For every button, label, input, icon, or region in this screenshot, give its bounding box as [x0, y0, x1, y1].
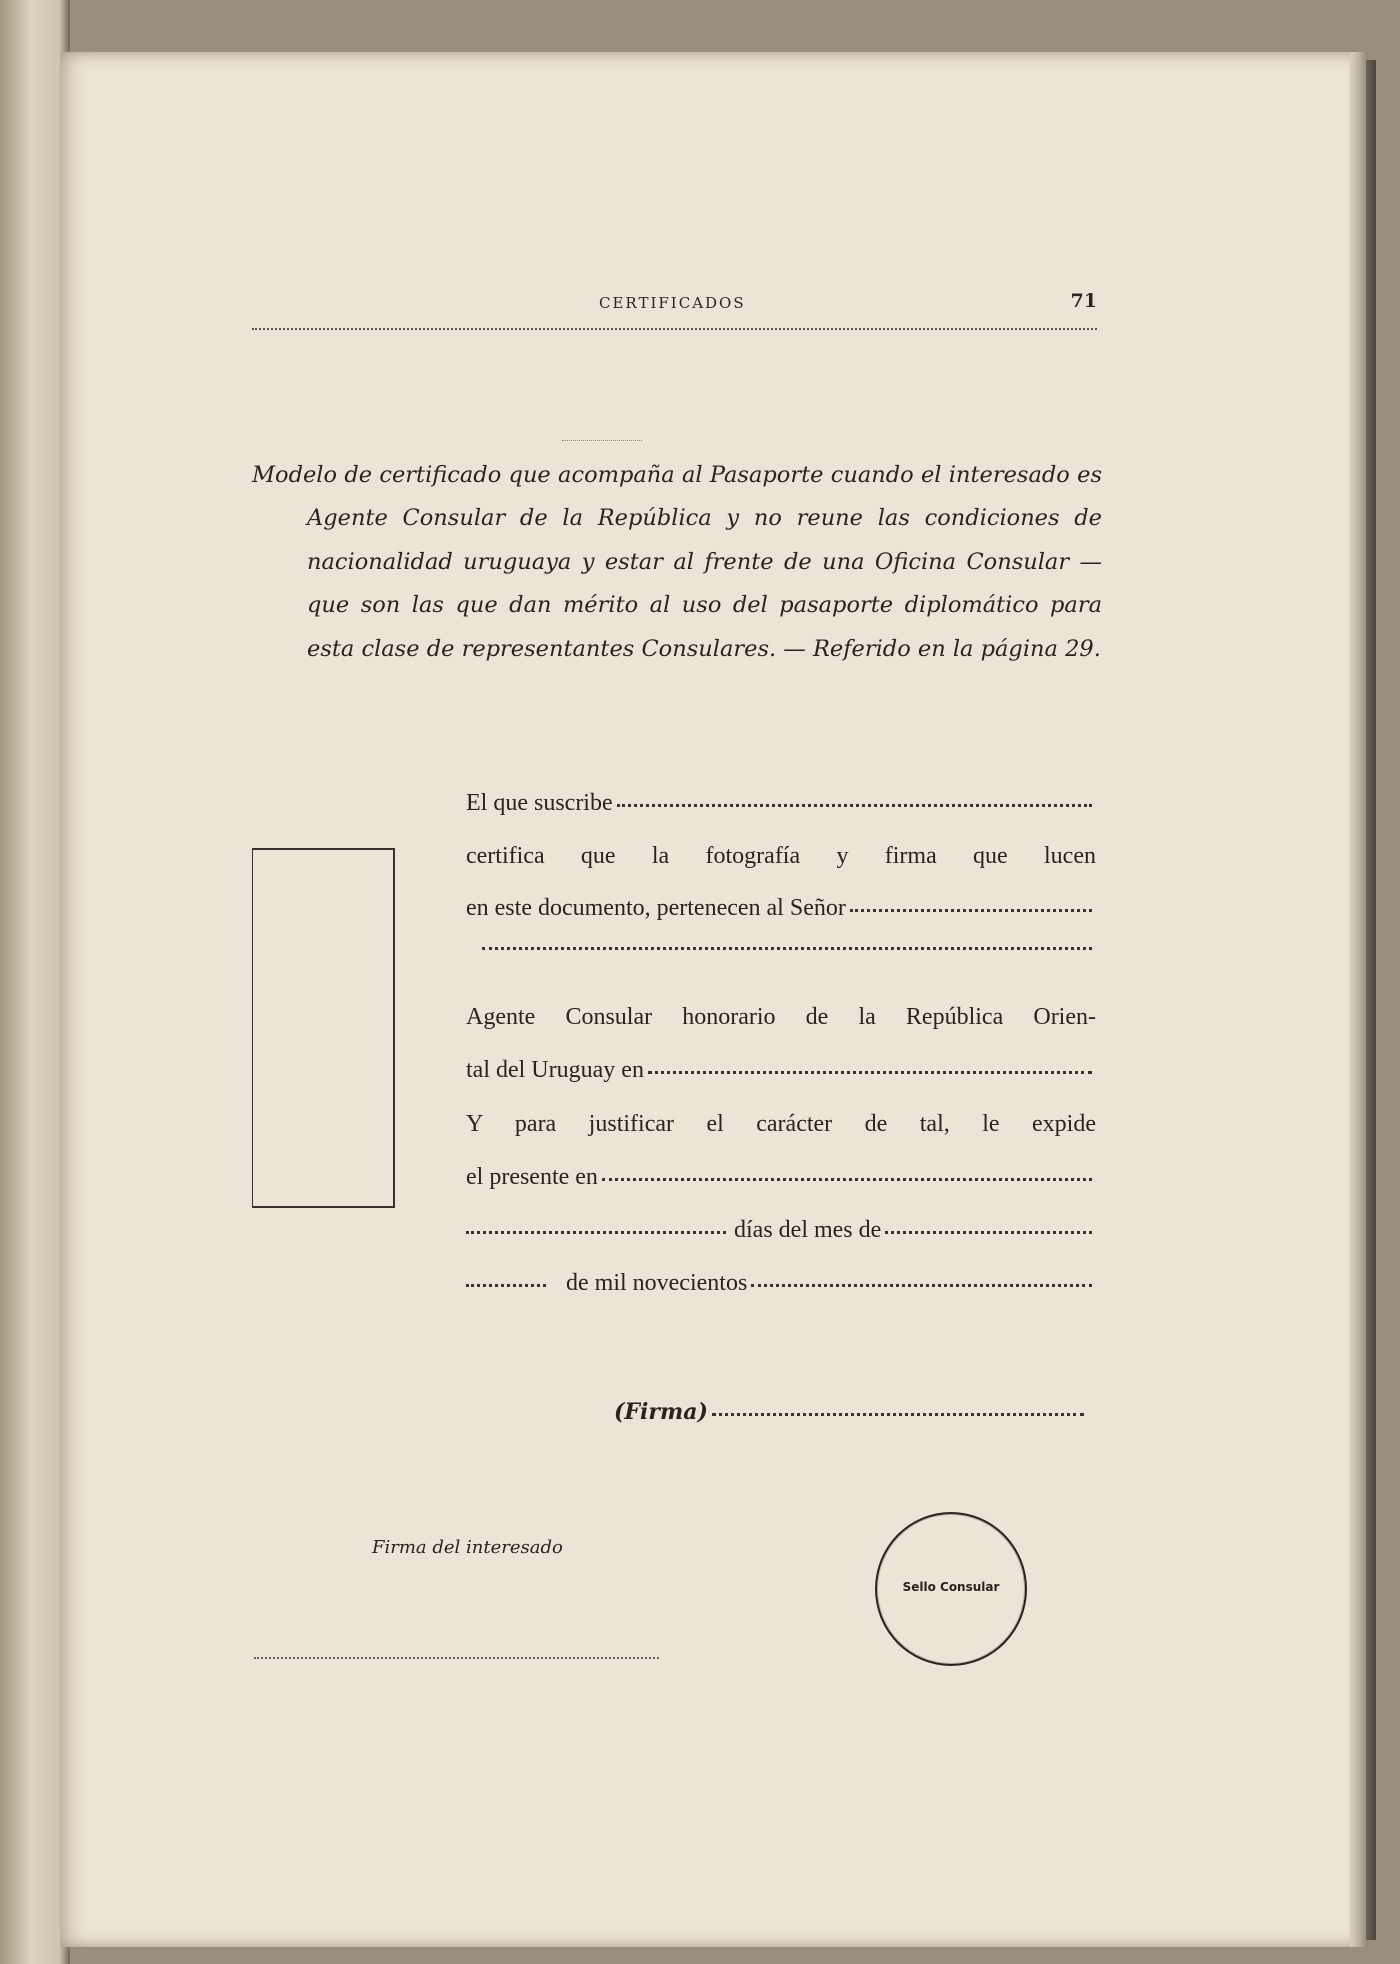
form-label: Agente Consular honorario de la República Orien-: [466, 1004, 1096, 1030]
fill-line: [466, 1231, 726, 1234]
form-line-3: [466, 895, 1096, 935]
form-label: en este documento, pertenecen al Señor: [466, 895, 846, 921]
form-line-8: [466, 1164, 1096, 1204]
form-label: tal del Uruguay en: [466, 1057, 644, 1083]
form-label: de mil novecientos: [566, 1270, 748, 1296]
interested-signature-label: Firma del interesado: [372, 1537, 563, 1558]
fill-line: [712, 1413, 1084, 1416]
fill-line: [466, 1284, 546, 1287]
form-line-2: [466, 843, 1096, 883]
form-line-10: [466, 1270, 1096, 1310]
photo-box: [252, 848, 395, 1208]
running-title: CERTIFICADOS: [599, 294, 746, 312]
fill-line: [602, 1178, 1092, 1181]
form-line-9: [466, 1217, 1096, 1257]
fill-line: [617, 804, 1092, 807]
seal-label: Sello Consular: [902, 1580, 1000, 1594]
form-line-4: [466, 950, 1096, 990]
cover-edge: [1366, 60, 1376, 1940]
form-label: certifica que la fotografía y firma que lucen: [466, 843, 1096, 869]
running-header: [252, 290, 1097, 330]
form-label: días del mes de: [734, 1217, 882, 1243]
form-label: El que suscribe: [466, 790, 613, 816]
signature-line: [614, 1399, 1084, 1439]
interested-signature-rule: [254, 1657, 659, 1659]
signature-label: (Firma): [614, 1399, 708, 1425]
fill-line: [482, 947, 1092, 950]
form-label: Y para justificar el carácter de tal, le expide: [466, 1111, 1096, 1137]
intro-paragraph: Modelo de certificado que acompaña al Pasaporte cuando el interesado es Agente Consular de la República y no reune las condiciones de nacionalidad uruguaya y estar al frente de una Oficina Consular — que son las que dan mérito al uso del pasaporte diplomático para esta clase de representantes Consulares. — Referido en la página 29.: [252, 462, 1102, 662]
short-rule: [562, 440, 642, 441]
fill-line: [648, 1071, 1092, 1074]
form-label: el presente en: [466, 1164, 598, 1190]
form-line-7: [466, 1111, 1096, 1151]
fill-line: [850, 909, 1092, 912]
fill-line: [751, 1284, 1092, 1287]
form-line-1: [466, 790, 1096, 830]
form-line-5: [466, 1004, 1096, 1044]
fill-line: [885, 1231, 1092, 1234]
header-rule: [252, 328, 1097, 330]
form-line-6: [466, 1057, 1096, 1097]
page-number: 71: [1070, 290, 1097, 312]
consular-seal: [875, 1512, 1027, 1666]
